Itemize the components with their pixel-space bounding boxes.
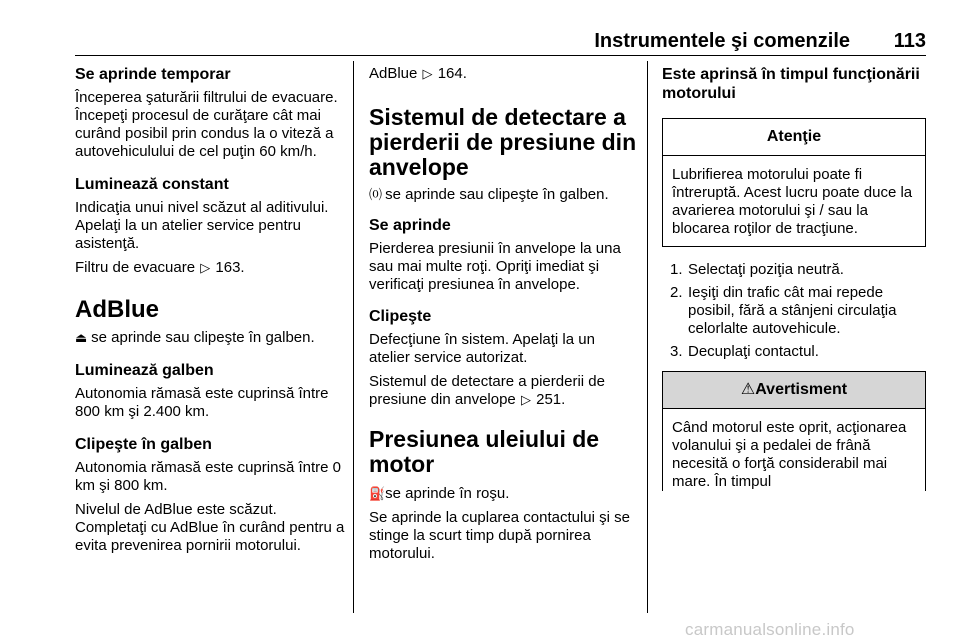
page-number: 113 (893, 30, 926, 52)
paragraph-adblue (75, 329, 345, 347)
reference-arrow-icon: ▷ (200, 260, 211, 275)
caution-box (662, 118, 926, 247)
header-title: Instrumentele şi comenzile (594, 30, 850, 52)
list-item: 1. Selectaţi poziţia neutră. (670, 261, 844, 278)
reference-page: 163. (215, 259, 245, 276)
paragraph-lights: Pierderea presiunii în anvelope la una sau mai multe roţi. Opriţi imediat şi verificaţi presiunea în anvelope. (369, 240, 621, 293)
subheading-constant: Luminează constant (75, 176, 229, 193)
paragraph-oil-detail: Se aprinde la cuplarea contactului şi se stinge la scurt timp după pornirea motorului. (369, 509, 630, 562)
subheading-temporary: Se aprinde temporar (75, 66, 231, 83)
column-divider-2 (647, 61, 648, 613)
reference-adblue (369, 65, 637, 83)
heading-oil-pressure: Presiunea uleiului de motor (369, 426, 600, 477)
reference-page: 164. (437, 65, 467, 82)
reference-label: Filtru de evacuare (75, 259, 196, 276)
caution-text: Lubrifierea motorului poate fi întreruptă. Acest lucru poate duce la avarierea motorului şi / sau la blocarea roţilor de tracţiune. (672, 166, 913, 237)
caution-header: Atenţie (663, 119, 925, 156)
warning-header (663, 372, 925, 409)
warning-triangle-icon: ⚠ (740, 381, 756, 398)
list-item: 3. Decuplaţi contactul. (670, 343, 819, 360)
heading-engine-running: Este aprinsă în timpul funcţionării motorului (662, 66, 920, 102)
list-item: 2. Ieşiţi din trafic cât mai repede posibil, fără a stânjeni circulaţia celorlalte autovehicule. (670, 284, 897, 337)
heading-adblue: AdBlue (75, 296, 159, 323)
reference-exhaust-filter (75, 259, 345, 277)
warning-box (662, 371, 926, 491)
tire-pressure-icon: ⒪ (369, 187, 383, 202)
steps-list (662, 261, 926, 361)
subheading-lights: Se aprinde (369, 217, 451, 234)
column-3 (662, 60, 926, 491)
paragraph-constant: Indicaţia unui nivel scăzut al aditivului. Apelaţi la un atelier service pentru asistenţă. (75, 199, 329, 252)
reference-page: 251. (536, 391, 566, 408)
reference-arrow-icon: ▷ (422, 66, 433, 81)
paragraph-temporary: Începerea şaturării filtrului de evacuare. Începeţi procesul de curăţare cât mai curând posibil prin condus la o viteză a autovehiculului de cel puţin 60 km/h. (75, 89, 338, 160)
adblue-text: se aprinde sau clipeşte în galben. (91, 329, 315, 346)
tpms-text: se aprinde sau clipeşte în galben. (385, 186, 609, 203)
paragraph-flashes: Defecţiune în sistem. Apelaţi la un atelier service autorizat. (369, 331, 595, 366)
subheading-yellow: Luminează galben (75, 362, 214, 379)
subheading-flashing: Clipeşte în galben (75, 436, 212, 453)
oil-can-icon: ⛽ (369, 486, 386, 501)
reference-label: Sistemul de detectare a pierderii de presiune din anvelope (369, 373, 605, 408)
reference-arrow-icon: ▷ (520, 392, 531, 407)
reference-tpms (369, 373, 637, 409)
paragraph-tpms (369, 186, 637, 204)
subheading-flashes: Clipeşte (369, 308, 432, 325)
adblue-icon: ⏏ (75, 330, 88, 345)
watermark: carmanualsonline.info (685, 620, 855, 639)
paragraph-oil (369, 485, 637, 503)
column-2 (369, 60, 637, 563)
paragraph-adblue-low: Nivelul de AdBlue este scăzut. Completaţi cu AdBlue în curând pentru a evita prevenirea pornirii motorului. (75, 501, 345, 554)
paragraph-flashing: Autonomia rămasă este cuprinsă între 0 km şi 800 km. (75, 459, 341, 494)
column-1 (75, 60, 345, 555)
reference-label: AdBlue (369, 65, 418, 82)
warning-title: Avertisment (755, 381, 848, 398)
column-divider-1 (353, 61, 354, 613)
warning-text: Când motorul este oprit, acţionarea volanului şi a pedalei de frână necesită o forţă considerabil mai mare. În timpul (672, 419, 907, 490)
heading-tpms: Sistemul de detectare a pierderii de presiune din anvelope (369, 104, 637, 180)
header-rule (75, 55, 926, 56)
page-header (75, 28, 926, 56)
paragraph-yellow: Autonomia rămasă este cuprinsă între 800 km şi 2.400 km. (75, 385, 329, 420)
oil-text: se aprinde în roşu. (385, 485, 510, 502)
